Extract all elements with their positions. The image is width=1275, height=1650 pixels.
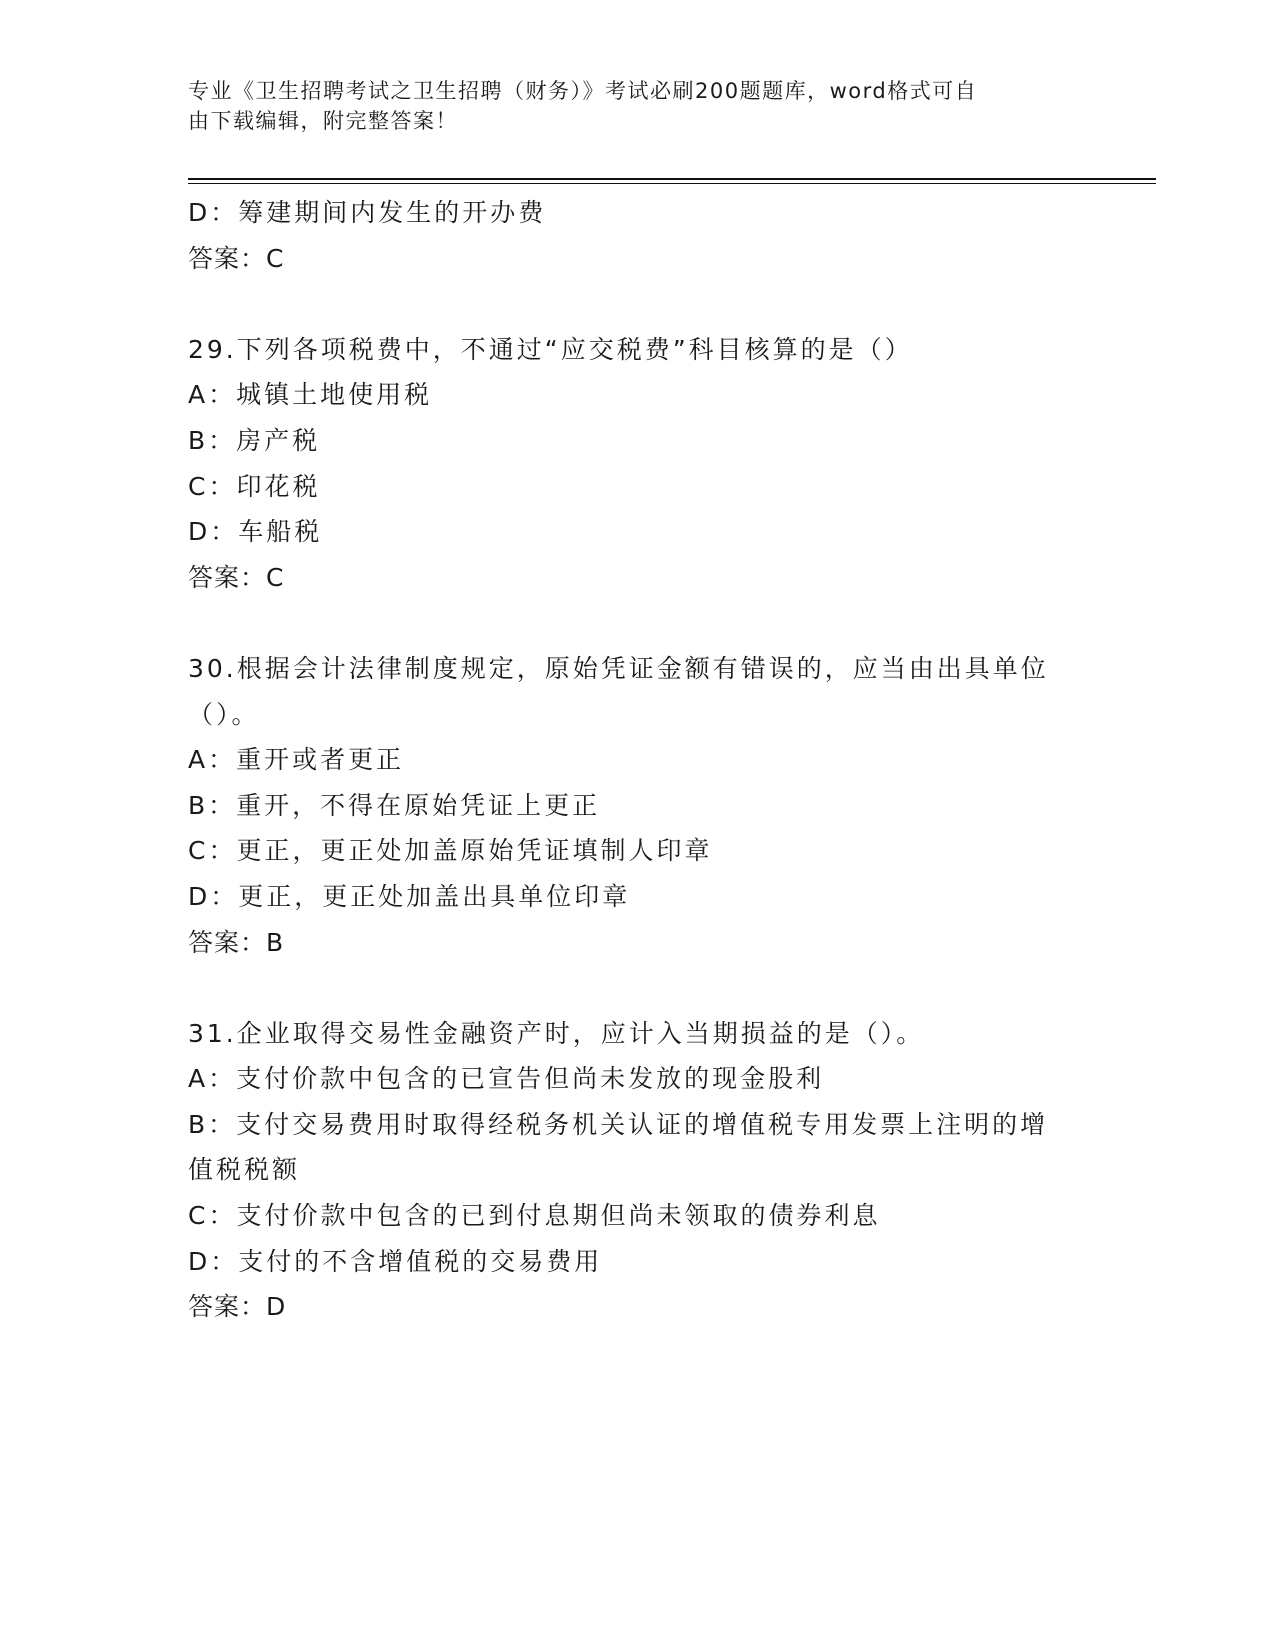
answer-value: C bbox=[266, 562, 285, 592]
question-stem: 31.企业取得交易性金融资产时，应计入当期损益的是（）。 bbox=[188, 1018, 925, 1048]
answer-line bbox=[188, 920, 1088, 966]
header-divider-thick bbox=[188, 178, 1156, 180]
answer-value: D bbox=[266, 1292, 287, 1322]
option-a: A：支付价款中包含的已宣告但尚未发放的现金股利 bbox=[188, 1064, 825, 1094]
option-a: A：城镇土地使用税 bbox=[188, 380, 433, 410]
header-line-1: 专业《卫生招聘考试之卫生招聘（财务）》考试必刷200题题库，word格式可自 bbox=[188, 79, 978, 103]
answer-line bbox=[188, 236, 1088, 282]
answer-value: B bbox=[266, 927, 285, 957]
spacer bbox=[188, 600, 1088, 646]
question-stem-line-1: 30.根据会计法律制度规定，原始凭证金额有错误的，应当由出具单位 bbox=[188, 653, 1049, 683]
option-d: D：车船税 bbox=[188, 517, 323, 547]
option-b-line-2: 值税税额 bbox=[188, 1155, 301, 1185]
question-content bbox=[188, 190, 1088, 1330]
option-c: C：更正，更正处加盖原始凭证填制人印章 bbox=[188, 836, 713, 866]
answer-label: 答案： bbox=[188, 562, 267, 592]
answer-value: C bbox=[266, 243, 285, 273]
option-d: D：筹建期间内发生的开办费 bbox=[188, 198, 547, 227]
question-stem: 29.下列各项税费中，不通过“应交税费”科目核算的是（） bbox=[188, 334, 913, 364]
question-31 bbox=[188, 1011, 1088, 1330]
question-30 bbox=[188, 646, 1088, 965]
header-line-2: 由下载编辑，附完整答案！ bbox=[188, 109, 458, 133]
option-b: B：重开，不得在原始凭证上更正 bbox=[188, 790, 601, 820]
option-a: A：重开或者更正 bbox=[188, 745, 405, 775]
answer-label: 答案： bbox=[188, 243, 267, 273]
option-c: C：印花税 bbox=[188, 471, 321, 501]
question-stem-line-2: （）。 bbox=[188, 699, 260, 729]
document-header bbox=[188, 76, 1068, 136]
spacer bbox=[188, 965, 1088, 1011]
answer-label: 答案： bbox=[188, 927, 267, 957]
spacer bbox=[188, 281, 1088, 327]
header-divider-thin bbox=[188, 183, 1156, 184]
option-d: D：更正，更正处加盖出具单位印章 bbox=[188, 881, 631, 911]
option-b-line-1: B：支付交易费用时取得经税务机关认证的增值税专用发票上注明的增 bbox=[188, 1109, 1049, 1139]
answer-line bbox=[188, 1284, 1088, 1330]
answer-label: 答案： bbox=[188, 1292, 267, 1322]
option-d: D：支付的不含增值税的交易费用 bbox=[188, 1246, 603, 1276]
answer-line bbox=[188, 555, 1088, 601]
question-28-tail bbox=[188, 190, 1088, 281]
option-c: C：支付价款中包含的已到付息期但尚未领取的债券利息 bbox=[188, 1201, 881, 1231]
question-29 bbox=[188, 327, 1088, 601]
option-b: B：房产税 bbox=[188, 425, 321, 455]
